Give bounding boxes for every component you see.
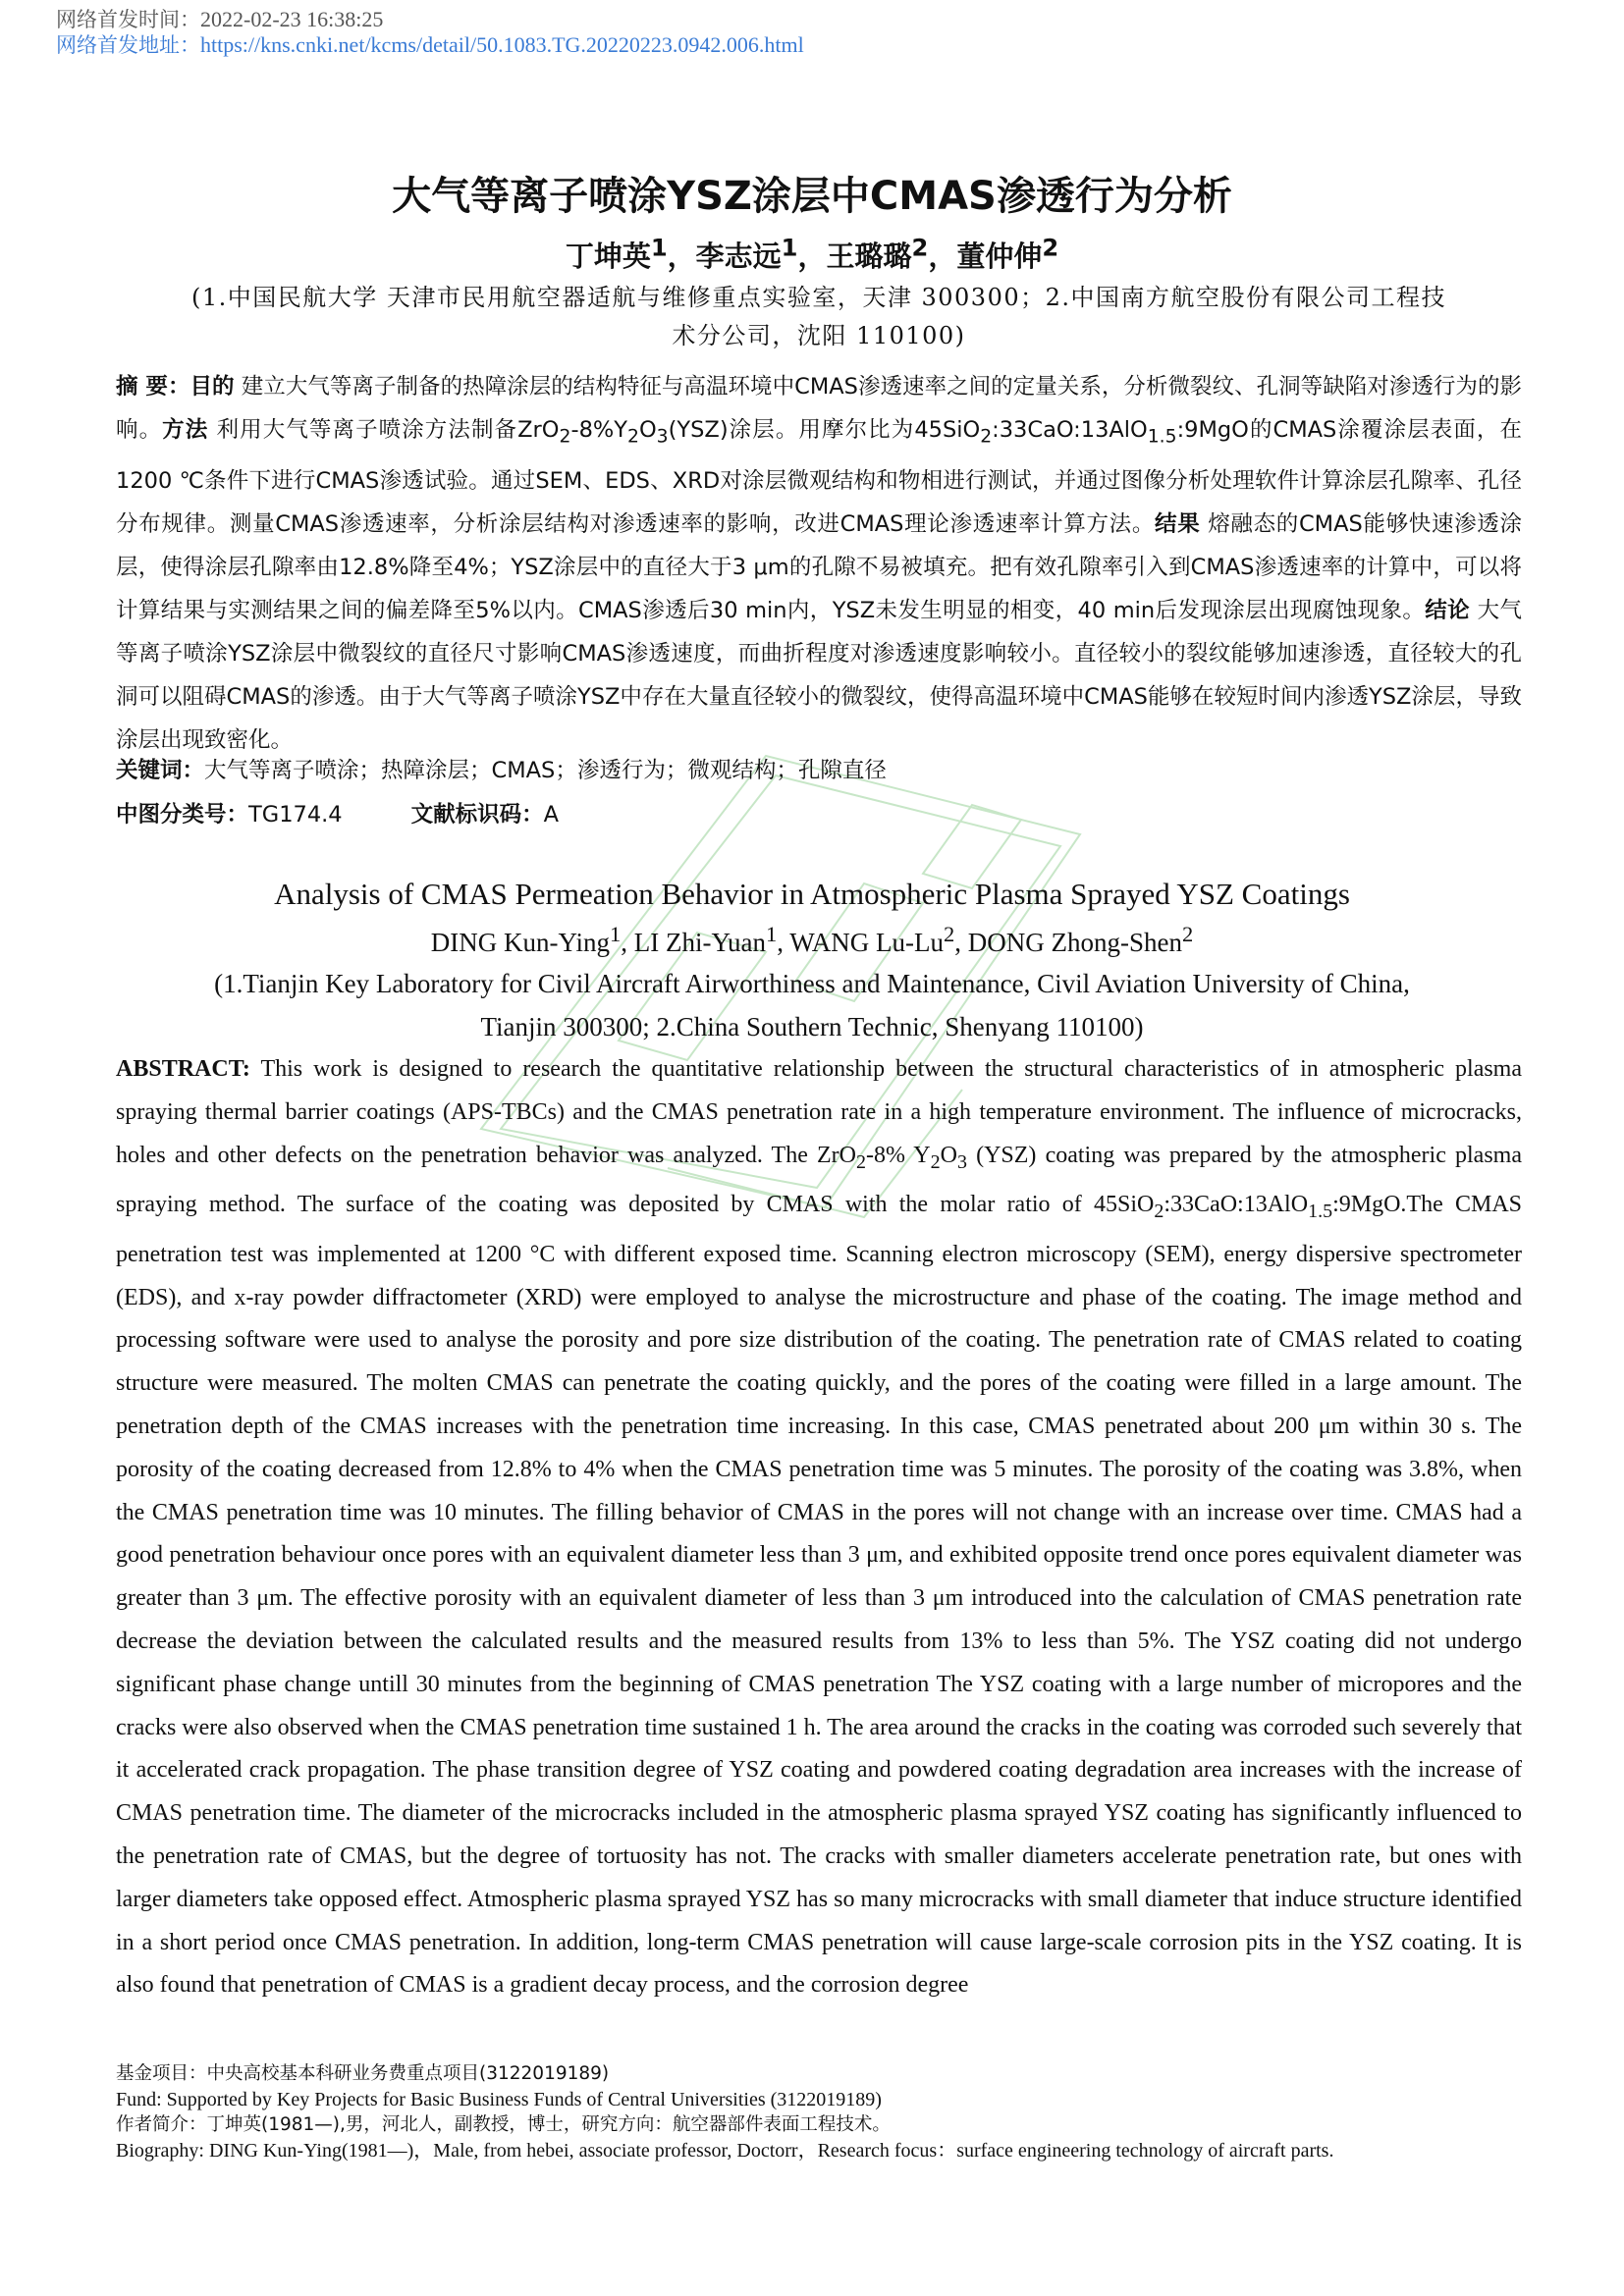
fund-cn: 基金项目：中央高校基本科研业务费重点项目(3122019189) [116, 2063, 610, 2084]
publish-time: 2022-02-23 16:38:25 [200, 7, 384, 31]
classification-cn [116, 797, 1522, 828]
keywords-text: 大气等离子喷涂；热障涂层；CMAS；渗透行为；微观结构；孔隙直径 [204, 758, 887, 783]
keywords-cn [116, 753, 1522, 784]
clc-value: TG174.4 [248, 802, 343, 828]
affiliation-cn [116, 279, 1522, 355]
author-cn: 董仲伸$^2$ [956, 234, 1059, 273]
fund-en: Fund: Supported by Key Projects for Basic Business Funds of Central Universities (3122019189) [116, 2089, 882, 2110]
author-en: DONG Zhong-Shen$^2$ [967, 922, 1194, 957]
affiliation-en [0, 962, 1624, 1048]
doc-code-label: 文献标识码： [410, 802, 544, 828]
affiliation-cn-line2: 术分公司，沈阳 110100) [672, 322, 966, 349]
publish-url-label: 网络首发地址： [56, 33, 200, 57]
conclusion-label: 结论 [1425, 597, 1471, 623]
abstract-label-en: ABSTRACT: [116, 1056, 250, 1082]
affiliation-cn-line1: (1.中国民航大学 天津市民用航空器适航与维修重点实验室，天津 300300；2.中国南方航空股份有限公司工程技 [190, 284, 1447, 311]
abstract-cn: 摘 要：目的 建立大气等离子制备的热障涂层的结构特征与高温环境中CMAS渗透速率之间的定量关系，分析微裂纹、孔洞等缺陷对渗透行为的影响。方法 利用大气等离子喷涂方法制备$ZrO_2-8\%Y_2O_3(YSZ)$涂层。用摩尔比为45SiO$_2$:33CaO:13AlO$_{1.5}$:9MgO的CMAS涂覆涂层表面，在1200 ℃条件下进行CMAS渗透试验。通过SEM、EDS、XRD对涂层微观结构和物相进行测试，并通过图像分析处理软件计算涂层孔隙率、孔径分布规律。测量CMAS渗透速率，分析涂层结构对渗透速率的影响，改进CMAS理论渗透速率计算方法。结果 熔融态的CMAS能够快速渗透涂层，使得涂层孔隙率由12.8%降至4%；YSZ涂层中的直径大于3 μm的孔隙不易被填充。把有效孔隙率引入到CMAS渗透速率的计算中，可以将计算结果与实测结果之间的偏差降至5%以内。CMAS渗透后30 min内，YSZ未发生明显的相变，40 min后发现涂层出现腐蚀现象。结论 大气等离子喷涂YSZ涂层中微裂纹的直径尺寸影响CMAS渗透速度，而曲折程度对渗透速度影响较小。直径较小的裂纹能够加速渗透，直径较大的孔洞可以阻碍CMAS的渗透。由于大气等离子喷涂YSZ中存在大量直径较小的微裂纹，使得高温环境中CMAS能够在较短时间内渗透YSZ涂层，导致涂层出现致密化。 [116, 374, 1522, 753]
publish-time-label: 网络首发时间： [56, 8, 200, 31]
result-text: 熔融态的CMAS能够快速渗透涂层，使得涂层孔隙率由12.8%降至4%；YSZ涂层中的直径大于3 μm的孔隙不易被填充。把有效孔隙率引入到CMAS渗透速率的计算中，可以将计算结果与实测结果之间的偏差降至5%以内。CMAS渗透后30 min内，YSZ未发生明显的相变，40 min后发现涂层出现腐蚀现象。 [116, 510, 1522, 623]
purpose-label: 目的 [189, 374, 235, 400]
method-label: 方法 [162, 417, 209, 443]
purpose-text: 建立大气等离子制备的热障涂层的结构特征与高温环境中CMAS渗透速率之间的定量关系，分析微裂纹、孔洞等缺陷对渗透行为的影响。 [116, 374, 1522, 443]
author-cn: 李志远$^1$， [695, 234, 827, 273]
author-cn: 丁坤英$^1$， [565, 234, 696, 273]
author-en: LI Zhi-Yuan$^1$, [633, 922, 790, 957]
affiliation-en-line1: (1.Tianjin Key Laboratory for Civil Aircraft Airworthiness and Maintenance, Civil Aviation University of China, [214, 969, 1410, 998]
paper-title-en: Analysis of CMAS Permeation Behavior in Atmospheric Plasma Sprayed YSZ Coatings [274, 877, 1350, 911]
clc-label: 中图分类号： [116, 802, 249, 828]
author-cn: 王璐璐$^2$， [826, 234, 957, 273]
author-en: DING Kun-Ying$^1$, [430, 922, 634, 957]
keywords-label: 关键词： [116, 758, 205, 783]
publish-url-link[interactable]: https://kns.cnki.net/kcms/detail/50.1083.TG.20220223.0942.006.html [200, 32, 804, 57]
paper-title-cn: 大气等离子喷涂YSZ涂层中CMAS渗透行为分析 [392, 174, 1232, 219]
footnotes [116, 2061, 1522, 2163]
author-list-cn [0, 234, 1624, 275]
publish-url-line [56, 31, 804, 59]
affiliation-en-line2: Tianjin 300300; 2.China Southern Technic, Shenyang 110100) [480, 1012, 1144, 1041]
conclusion-text: 大气等离子喷涂YSZ涂层中微裂纹的直径尺寸影响CMAS渗透速度，而曲折程度对渗透速度影响较小。直径较小的裂纹能够加速渗透，直径较大的孔洞可以阻碍CMAS的渗透。由于大气等离子喷涂YSZ中存在大量直径较小的微裂纹，使得高温环境中CMAS能够在较短时间内渗透YSZ涂层，导致涂层出现致密化。 [116, 597, 1522, 753]
biography-cn: 作者简介：丁坤英(1981—),男，河北人，副教授，博士，研究方向：航空器部件表面工程技术。 [116, 2114, 891, 2135]
doc-code-value: A [543, 802, 560, 828]
author-en: WANG Lu-Lu$^2$, [789, 922, 968, 957]
result-label: 结果 [1155, 510, 1201, 537]
abstract-en: ABSTRACT: This work is designed to research the quantitative relationship between the structural characteristics of in atmospheric plasma spraying thermal barrier coatings (APS-TBCs) and the CMAS penetration rate in a high temperature environment. The influence of microcracks, holes and other defects on the penetration behavior was analyzed. The ZrO$_2$-8% $Y_2O_3$ (YSZ) coating was prepared by the atmospheric plasma spraying method. The surface of the coating was deposited by CMAS with the molar ratio of 45SiO$_2$:33CaO:13AlO$_{1.5}$:9MgO.The CMAS penetration test was implemented at 1200 °C with different exposed time. Scanning electron microscopy (SEM), energy dispersive spectrometer (EDS), and x-ray powder diffractometer (XRD) were employed to analyse the microstructure and phase of the coating. The image method and processing software were used to analyse the porosity and pore size distribution of the coating. The penetration rate of CMAS related to coating structure were measured. The molten CMAS can penetrate the coating quickly, and the pores of the coating were filled in a large amount. The penetration depth of the CMAS increases with the penetration time increasing. In this case, CMAS penetrated about 200 μm within 30 s. The porosity of the coating decreased from 12.8% to 4% when the CMAS penetration time was 5 minutes. The porosity of the coating was 3.8%, when the CMAS penetration time was 10 minutes. The filling behavior of CMAS in the pores will not change with an increase over time. CMAS had a good penetration behaviour once pores with an equivalent diameter less than 3 μm, and exhibited opposite trend once pores equivalent diameter was greater than 3 μm. The effective porosity with an equivalent diameter of less than 3 μm introduced into the calculation of CMAS penetration rate decrease the deviation between the calculated results and the measured results from 13% to less than 5%. The YSZ coating did not undergo significant phase change untill 30 minutes from the beginning of CMAS penetration The YSZ coating with a large number of micropores and the cracks were also observed when the CMAS penetration time sustained 1 h. The area around the cracks in the coating was corroded such severely that it accelerated crack propagation. The phase transition degree of YSZ coating and powdered coating degradation area increases with the increase of CMAS penetration time. The diameter of the microcracks included in the atmospheric plasma sprayed YSZ coating has significantly influenced to the penetration rate of CMAS, but the degree of tortuosity has not. The cracks with smaller diameters accelerate penetration rate, but ones with larger diameters take opposed effect. Atmospheric plasma sprayed YSZ has so many microcracks with small diameter that induce structure identified in a short period once CMAS penetration. In addition, long-term CMAS penetration will cause large-scale corrosion pits in the YSZ coating. It is also found that penetration of CMAS is a gradient decay process, and the corrosion degree [116, 1056, 1522, 1999]
author-list-en [0, 922, 1624, 958]
abstract-label-cn: 摘 要： [116, 374, 190, 400]
biography-en: Biography: DING Kun-Ying(1981—)，Male, from hebei, associate professor, Doctorr，Research focus：surface engineering technology of aircraft parts. [116, 2140, 1334, 2162]
publish-time-line [56, 6, 383, 33]
